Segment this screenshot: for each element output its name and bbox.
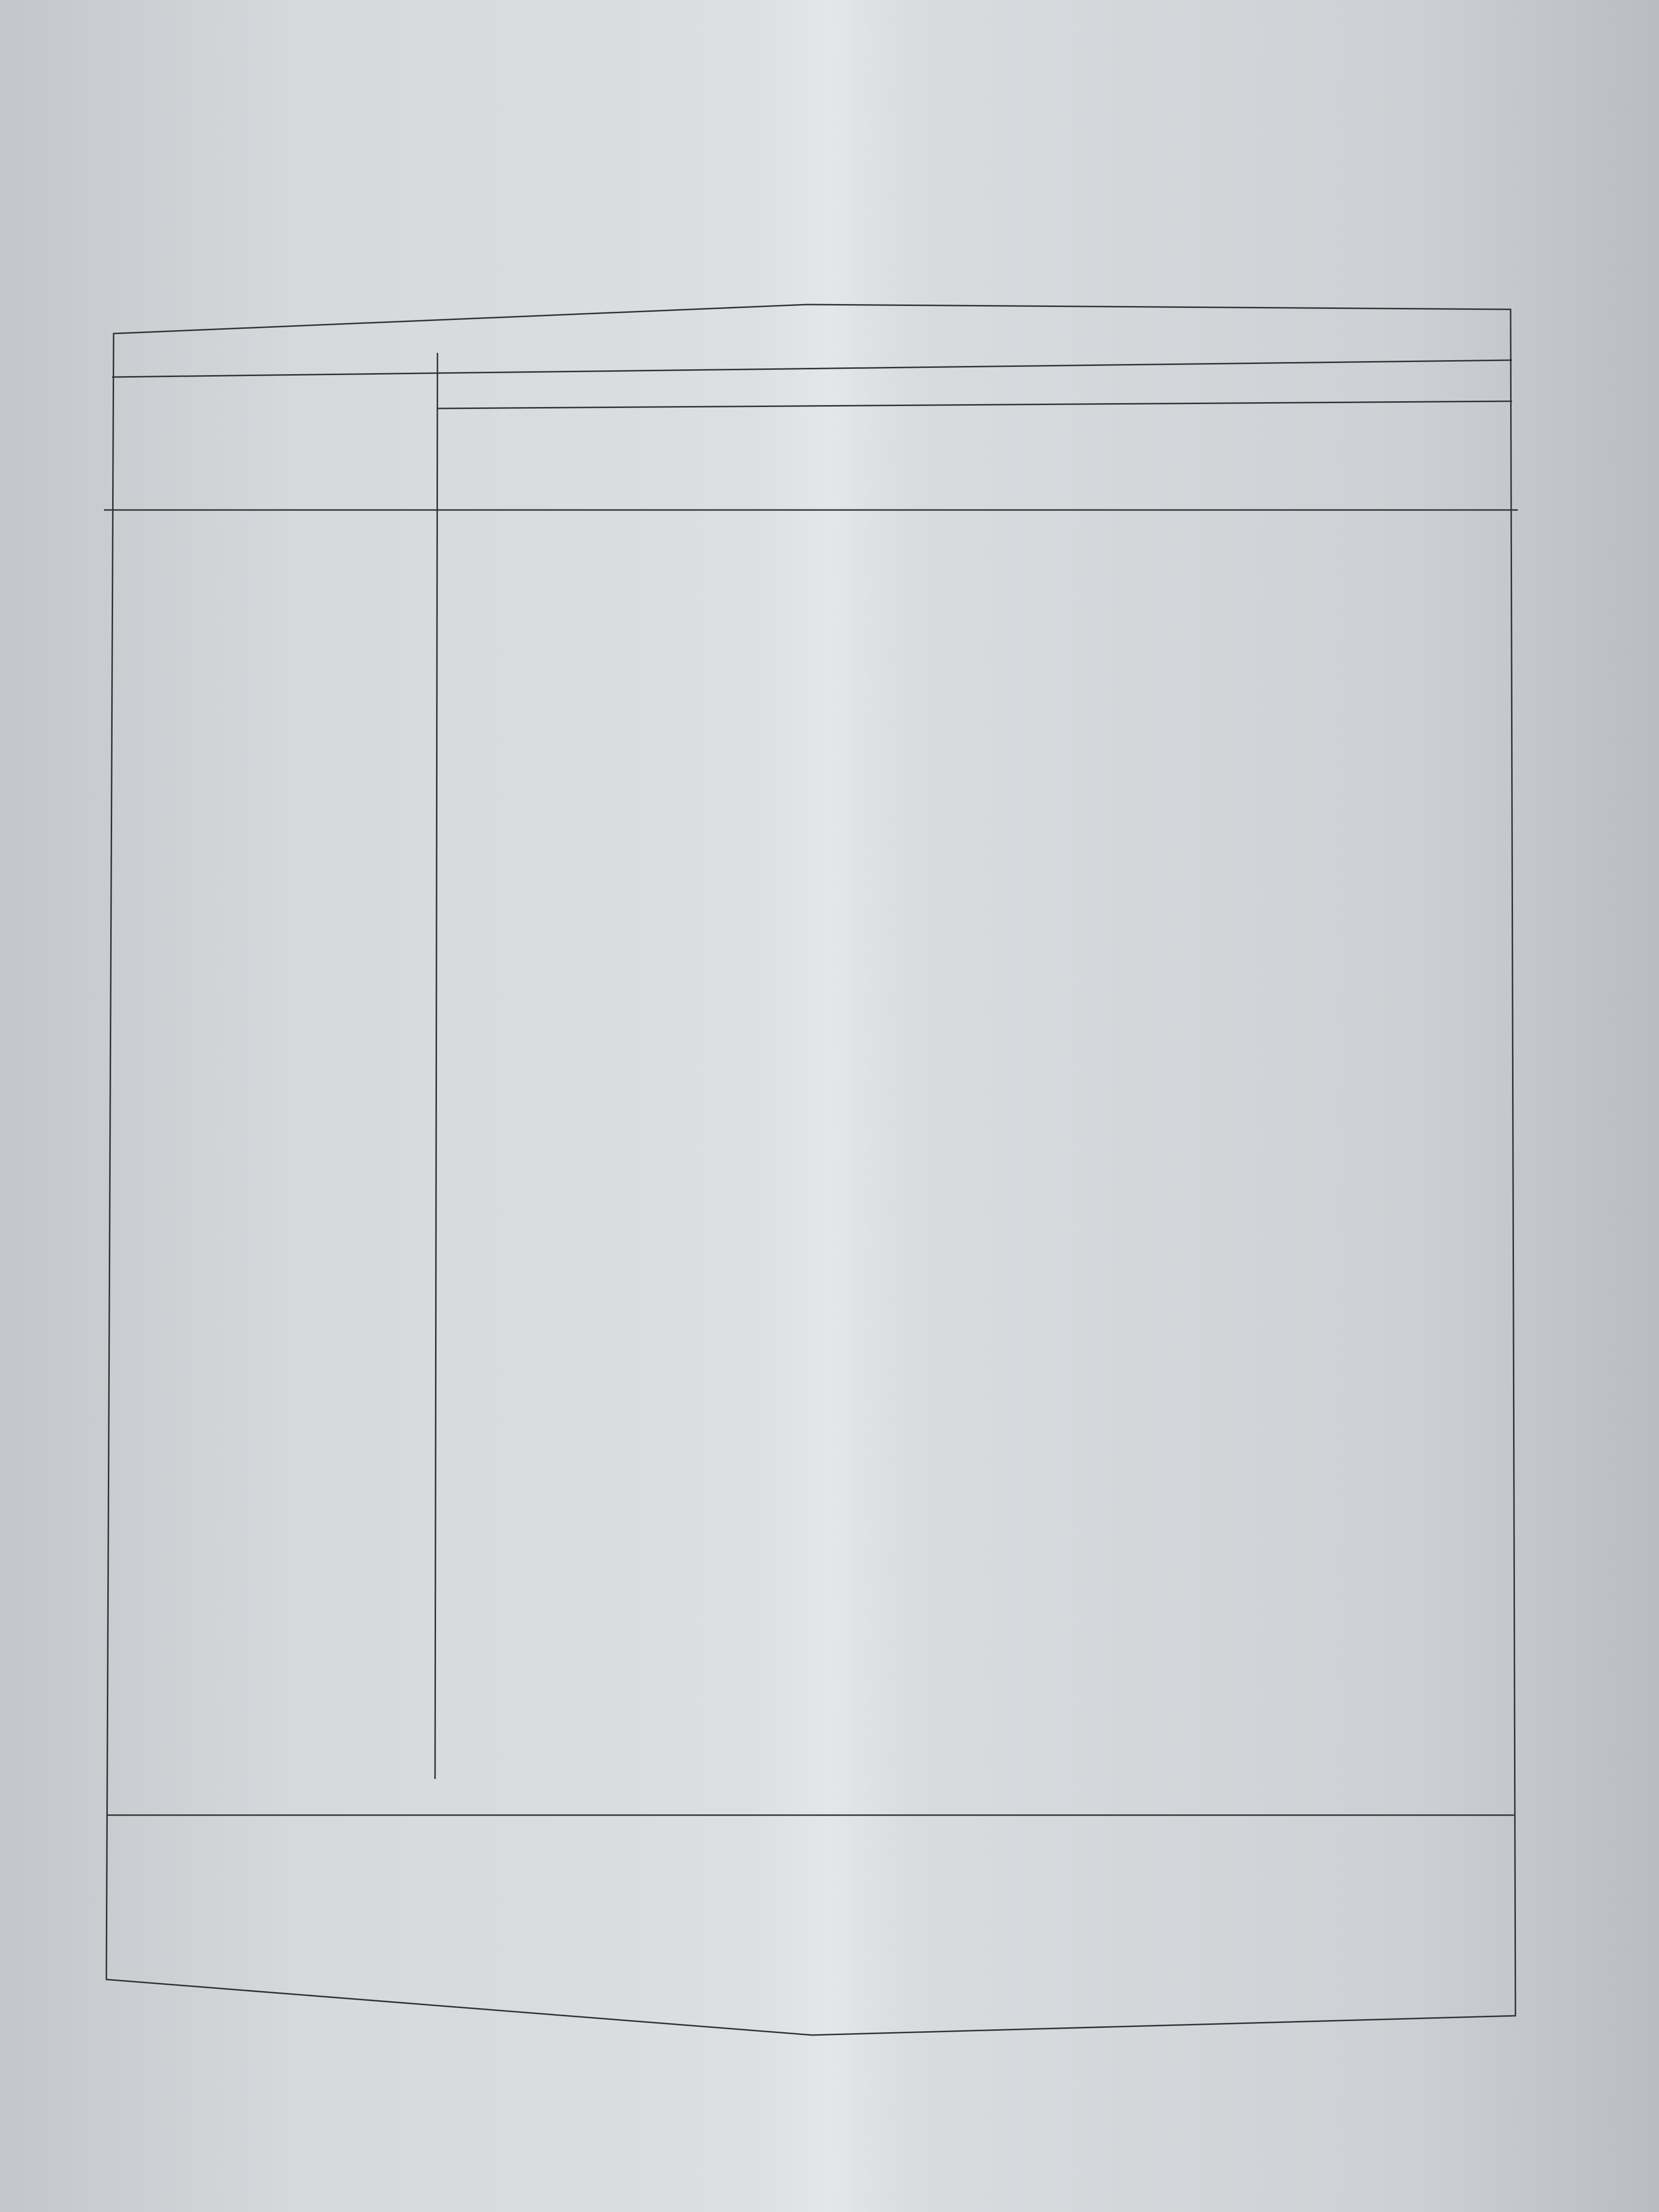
header-divider	[112, 360, 1512, 377]
label-column-divider	[435, 353, 437, 1779]
header-divider	[437, 401, 1512, 408]
table-frame	[106, 305, 1515, 2035]
